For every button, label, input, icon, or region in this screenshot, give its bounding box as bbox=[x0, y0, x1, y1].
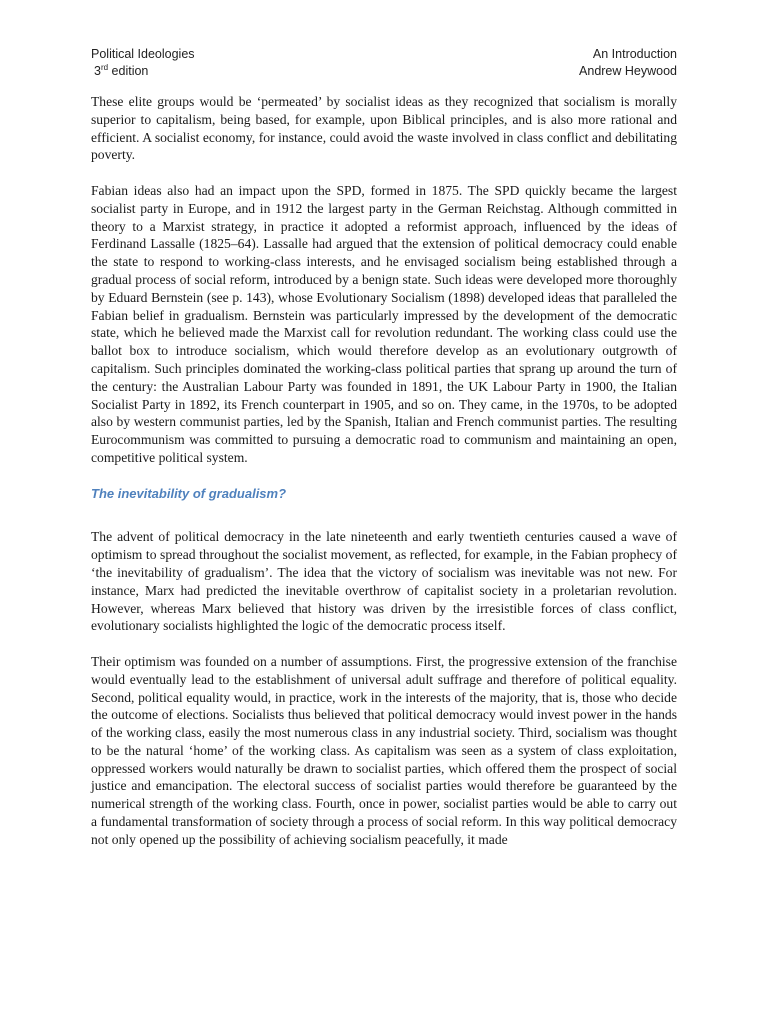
edition-suffix: rd bbox=[100, 63, 109, 72]
paragraph-3: The advent of political democracy in the late nineteenth and early twentieth centuries caused a wave of optimism to spread throughout the socialist movement, as reflected, for example, in the Fabian prophecy of ‘the inevitability of gradualism’. The idea that the victory of socialism was inevitable was not new. For instance, Marx had predicted the inevitable overthrow of capitalist society in a proletarian revolution. However, whereas Marx believed that history was driven by the irresistible forces of class conflict, evolutionary socialists highlighted the logic of the democratic process itself. bbox=[91, 529, 677, 634]
paragraph-1: These elite groups would be ‘permeated’ by socialist ideas as they recognized that socialism is morally superior to capitalism, being based, for example, upon Biblical principles, and is also more rational and efficient. A socialist economy, for instance, could avoid the waste involved in class conflict and debilitating poverty. bbox=[91, 94, 677, 163]
paragraph-4: Their optimism was founded on a number of assumptions. First, the progressive extension of the franchise would eventually lead to the establishment of universal adult suffrage and therefore of political equality. Second, political equality would, in practice, work in the interests of the majority, that is, those who decide the outcome of elections. Socialists thus believed that political democracy would invest power in the hands of the working class, easily the most numerous class in any industrial society. Third, socialism was thought to be the natural ‘home’ of the working class. As capitalism was seen as a system of class exploitation, oppressed workers would naturally be drawn to socialist parties, which offered them the prospect of social justice and emancipation. The electoral success of socialist parties would therefore be guaranteed by the numerical strength of the working class. Fourth, once in power, socialist parties would be able to carry out a fundamental transformation of society through a process of social reform. In this way political democracy not only opened up the possibility of achieving socialism peacefully, it made bbox=[91, 653, 677, 847]
book-title: Political Ideologies bbox=[91, 47, 195, 61]
edition-number: 3 bbox=[94, 64, 101, 78]
header-left bbox=[91, 46, 195, 80]
author-name: Andrew Heywood bbox=[579, 64, 677, 78]
document-body bbox=[91, 93, 677, 866]
edition-label bbox=[91, 63, 195, 80]
header-right bbox=[579, 46, 677, 80]
book-subtitle: An Introduction bbox=[592, 47, 677, 61]
section-heading: The inevitability of gradualism? bbox=[91, 485, 287, 501]
paragraph-2: Fabian ideas also had an impact upon the SPD, formed in 1875. The SPD quickly became the largest socialist party in Europe, and in 1912 the largest party in the German Reichstag. Although committed in theory to a Marxist strategy, in practice it adopted a reformist approach, influenced by the ideas of Ferdinand Lassalle (1825–64). Lassalle had argued that the extension of political democracy could enable the state to respond to working-class interests, and he envisaged socialism being established through a gradual process of social reform, introduced by a benign state. Such ideas were developed more thoroughly by Eduard Bernstein (see p. 143), whose Evolutionary Socialism (1898) developed ideas that paralleled the Fabian belief in gradualism. Bernstein was particularly impressed by the development of the democratic state, which he believed made the Marxist call for revolution redundant. The working class could use the ballot box to introduce socialism, which would therefore develop as an evolutionary outgrowth of capitalism. Such principles dominated the working-class political parties that sprang up around the turn of the century: the Australian Labour Party was founded in 1891, the UK Labour Party in 1900, the Italian Socialist Party in 1892, its French counterpart in 1905, and so on. They came, in the 1970s, to be adopted also by western communist parties, led by the Spanish, Italian and French communist parties. The resulting Eurocommunism was committed to pursuing a democratic road to communism and maintaining an open, competitive political system. bbox=[91, 182, 677, 465]
edition-word: edition bbox=[108, 64, 149, 78]
